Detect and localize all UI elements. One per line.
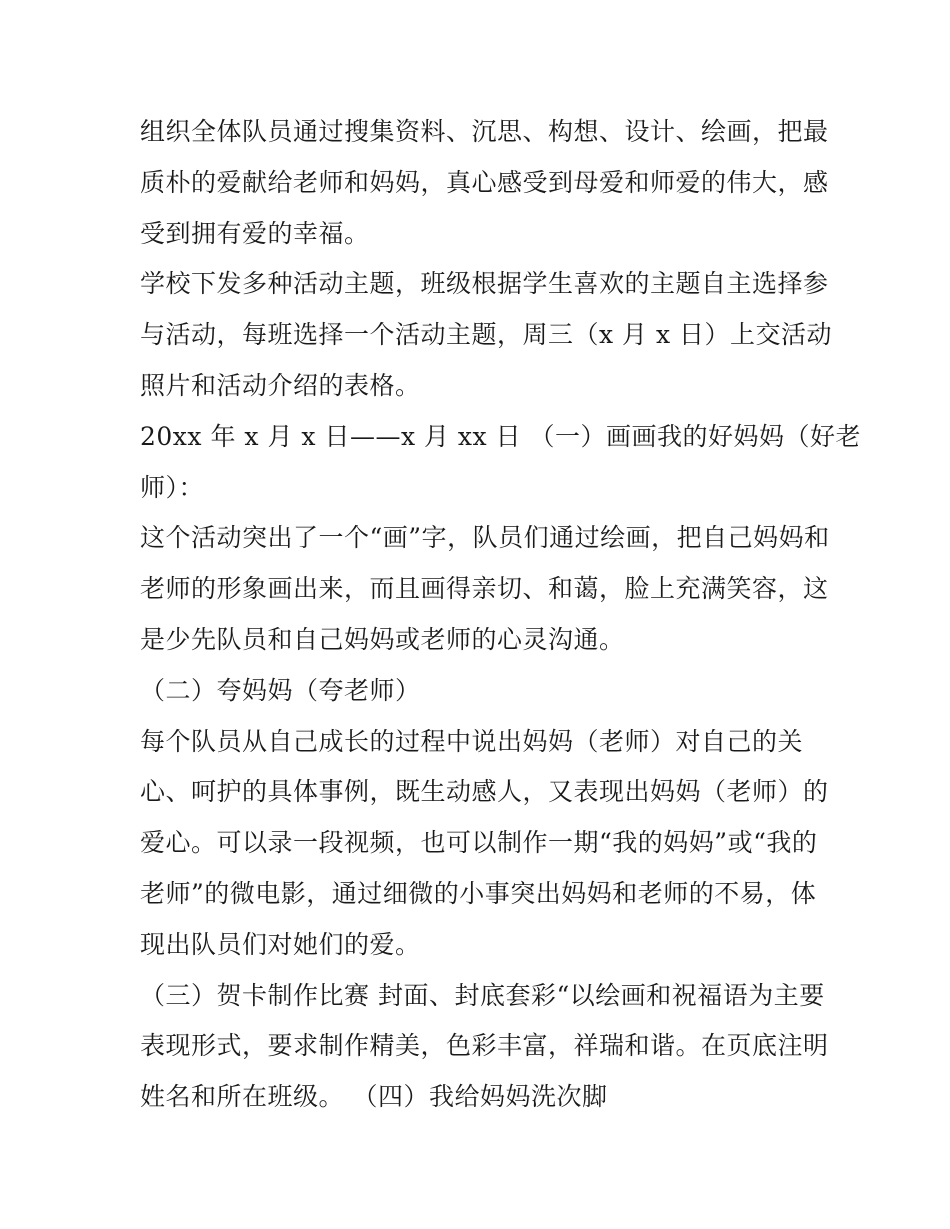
text-line: （三）贺卡制作比赛 封面、封底套彩“以绘画和祝福语为主要 — [140, 980, 825, 1010]
text-line: 受到拥有爱的幸福。 — [140, 218, 370, 248]
text-line: 与活动，每班选择一个活动主题，周三（x 月 x 日）上交活动 — [140, 320, 833, 350]
text-line: 是少先队员和自己妈妈或老师的心灵沟通。 — [140, 624, 625, 654]
document-body — [140, 107, 862, 1123]
text-line: 师）： — [140, 472, 205, 502]
text-line: 这个活动突出了一个“画”字，队员们通过绘画，把自己妈妈和 — [140, 523, 830, 553]
text-line: （二）夸妈妈（夸老师） — [140, 675, 421, 705]
text-line: 爱心。可以录一段视频，也可以制作一期“我的妈妈”或“我的 — [140, 828, 818, 858]
text-line: 组织全体队员通过搜集资料、沉思、构想、设计、绘画，把最 — [140, 117, 829, 146]
text-line: 姓名和所在班级。 （四）我给妈妈洗次脚 — [140, 1082, 608, 1112]
text-line: 20xx 年 x 月 x 日——x 月 xx 日 （一）画画我的好妈妈（好老 — [140, 421, 862, 451]
text-line: 表现形式，要求制作精美，色彩丰富，祥瑞和谐。在页底注明 — [140, 1031, 829, 1061]
text-line: 心、呵护的具体事例，既生动感人，又表现出妈妈（老师）的 — [140, 777, 829, 807]
text-line: 现出队员们对她们的爱。 — [140, 929, 421, 959]
text-line: 每个队员从自己成长的过程中说出妈妈（老师）对自己的关 — [140, 726, 804, 756]
text-line: 照片和活动介绍的表格。 — [140, 370, 421, 400]
text-line: 老师”的微电影，通过细微的小事突出妈妈和老师的不易，体 — [140, 878, 817, 908]
text-line: 质朴的爱献给老师和妈妈，真心感受到母爱和师爱的伟大，感 — [140, 167, 829, 197]
text-line: 老师的形象画出来，而且画得亲切、和蔼，脸上充满笑容，这 — [140, 574, 829, 604]
text-line: 学校下发多种活动主题，班级根据学生喜欢的主题自主选择参 — [140, 269, 829, 299]
